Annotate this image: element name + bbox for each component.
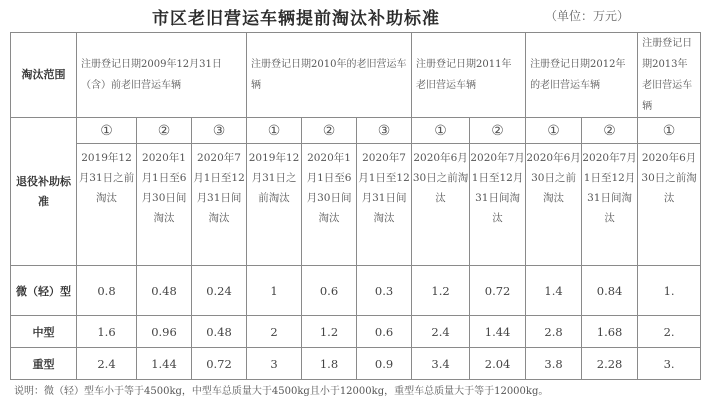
unit-label: （单位：万元） <box>545 9 630 23</box>
footnote: 说明：微（轻）型车小于等于4500kg，中型车总质量大于4500kg且小于12000kg，重型车总质量大于等于12000kg。 <box>14 386 549 397</box>
standard-cell: 2020年7月1日至12月31日间淘汰 <box>192 144 247 266</box>
value-cell: 2 <box>247 316 302 348</box>
value-cell: 0.48 <box>137 266 192 316</box>
value-cell: 0.96 <box>137 316 192 348</box>
value-cell: 0.8 <box>77 266 137 316</box>
row-medium <box>11 316 701 348</box>
standard-cell: 2020年7月1日至12月31日间淘汰 <box>470 144 526 266</box>
value-cell: 1. <box>638 266 701 316</box>
value-cell: 1.2 <box>302 316 357 348</box>
value-cell: 3 <box>247 348 302 380</box>
mark-cell: ② <box>302 118 357 144</box>
mark-cell: ① <box>247 118 302 144</box>
value-cell: 2.04 <box>470 348 526 380</box>
mark-cell: ① <box>638 118 701 144</box>
value-cell: 1.2 <box>412 266 470 316</box>
subsidy-table <box>10 32 701 380</box>
standard-cell: 2020年6月30日之前淘汰 <box>526 144 582 266</box>
value-cell: 3.4 <box>412 348 470 380</box>
standard-cell: 2020年1月1日至6月30日间淘汰 <box>137 144 192 266</box>
scope-group-2011: 注册登记日期2011年老旧营运车辆 <box>412 33 526 118</box>
standard-cell: 2019年12月31日之前淘汰 <box>247 144 302 266</box>
scope-group-2010: 注册登记日期2010年的老旧营运车辆 <box>247 33 412 118</box>
value-cell: 0.6 <box>357 316 412 348</box>
value-cell: 0.24 <box>192 266 247 316</box>
scope-group-2013: 注册登记日期2013年老旧营运车辆 <box>638 33 701 118</box>
mark-cell: ① <box>412 118 470 144</box>
mark-cell: ③ <box>357 118 412 144</box>
value-cell: 1.4 <box>526 266 582 316</box>
title-bar <box>0 4 686 28</box>
scope-label: 淘汰范围 <box>11 33 77 118</box>
standard-cell: 2019年12月31日之前淘汰 <box>77 144 137 266</box>
standard-cell: 2020年7月1日至12月31日间淘汰 <box>357 144 412 266</box>
value-cell: 2.4 <box>412 316 470 348</box>
value-cell: 3.8 <box>526 348 582 380</box>
mark-cell: ① <box>77 118 137 144</box>
row-standards <box>11 144 701 266</box>
value-cell: 0.72 <box>192 348 247 380</box>
type-heavy-label: 重型 <box>11 348 77 380</box>
standard-cell: 2020年7月1日至12月31日间淘汰 <box>582 144 638 266</box>
mark-cell: ② <box>137 118 192 144</box>
standard-cell: 2020年6月30日之前淘汰 <box>638 144 701 266</box>
value-cell: 2.4 <box>77 348 137 380</box>
row-heavy <box>11 348 701 380</box>
type-medium-label: 中型 <box>11 316 77 348</box>
scope-group-2012: 注册登记日期2012年的老旧营运车辆 <box>526 33 638 118</box>
standard-label: 退役补助标准 <box>11 118 77 266</box>
value-cell: 2.28 <box>582 348 638 380</box>
mark-cell: ② <box>470 118 526 144</box>
value-cell: 1.8 <box>302 348 357 380</box>
value-cell: 0.72 <box>470 266 526 316</box>
mark-cell: ② <box>582 118 638 144</box>
scope-group-2009: 注册登记日期2009年12月31日（含）前老旧营运车辆 <box>77 33 247 118</box>
value-cell: 1.44 <box>137 348 192 380</box>
page-title: 市区老旧营运车辆提前淘汰补助标准 <box>152 9 440 29</box>
standard-cell: 2020年6月30日之前淘汰 <box>412 144 470 266</box>
value-cell: 0.3 <box>357 266 412 316</box>
mark-cell: ③ <box>192 118 247 144</box>
type-light-label: 微（轻）型 <box>11 266 77 316</box>
value-cell: 2.8 <box>526 316 582 348</box>
value-cell: 1 <box>247 266 302 316</box>
value-cell: 2. <box>638 316 701 348</box>
row-light <box>11 266 701 316</box>
value-cell: 0.48 <box>192 316 247 348</box>
value-cell: 1.68 <box>582 316 638 348</box>
row-scope <box>11 33 701 118</box>
row-marks <box>11 118 701 144</box>
value-cell: 3. <box>638 348 701 380</box>
mark-cell: ① <box>526 118 582 144</box>
value-cell: 0.84 <box>582 266 638 316</box>
value-cell: 1.44 <box>470 316 526 348</box>
value-cell: 0.6 <box>302 266 357 316</box>
standard-cell: 2020年1月1日至6月30日间淘汰 <box>302 144 357 266</box>
value-cell: 1.6 <box>77 316 137 348</box>
value-cell: 0.9 <box>357 348 412 380</box>
